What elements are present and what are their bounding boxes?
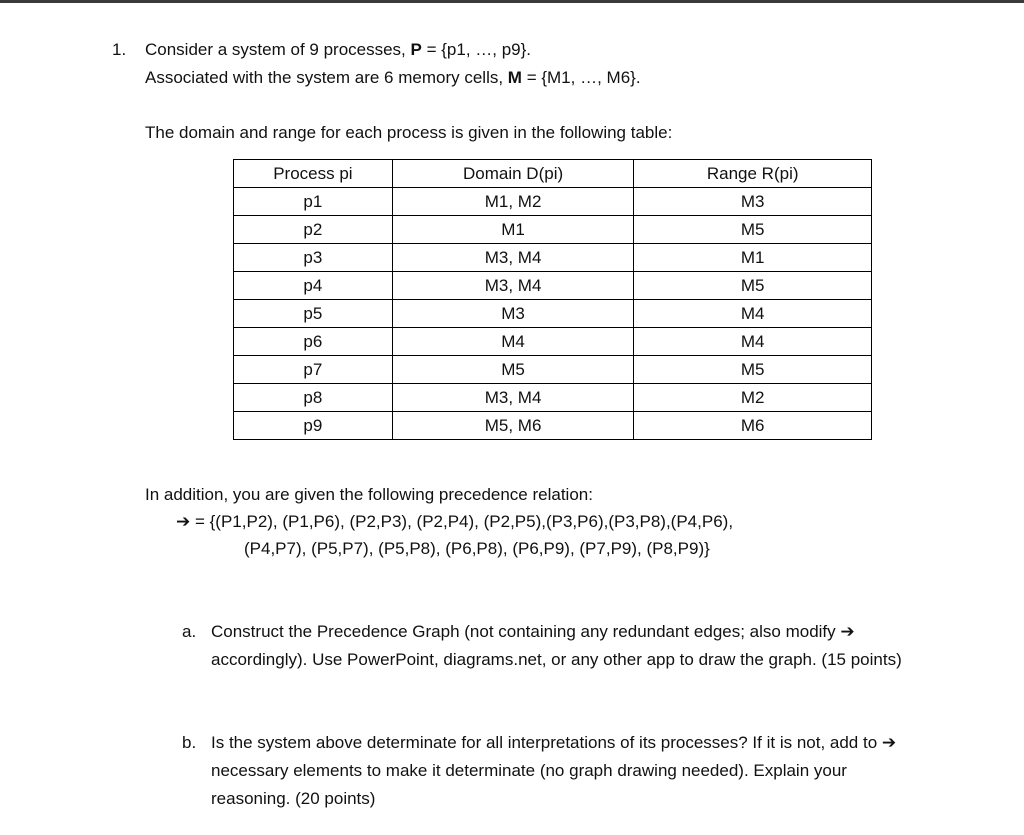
cell-range: M2 bbox=[634, 384, 872, 412]
arrow-icon: ➔ bbox=[881, 733, 897, 753]
precedence-line-2: (P4,P7), (P5,P7), (P5,P8), (P6,P8), (P6,P9), (P7,P9), (P8,P9)} bbox=[244, 539, 710, 558]
table-row bbox=[234, 244, 872, 272]
header-domain: Domain D(pi) bbox=[392, 160, 634, 188]
part-a-line-1: Construct the Precedence Graph (not containing any redundant edges; also modify ➔ bbox=[211, 622, 855, 642]
header-process: Process pi bbox=[234, 160, 393, 188]
part-a-line-2: accordingly). Use PowerPoint, diagrams.net, or any other app to draw the graph. (15 points) bbox=[211, 650, 902, 669]
cell-process: p1 bbox=[234, 188, 393, 216]
cell-domain: M3, M4 bbox=[392, 272, 634, 300]
cell-range: M6 bbox=[634, 412, 872, 440]
cell-process: p9 bbox=[234, 412, 393, 440]
table-row bbox=[234, 356, 872, 384]
part-b-line-3: reasoning. (20 points) bbox=[211, 789, 376, 808]
cell-domain: M5, M6 bbox=[392, 412, 634, 440]
table-row bbox=[234, 328, 872, 356]
precedence-intro: In addition, you are given the following precedence relation: bbox=[145, 485, 593, 504]
question-number: 1. bbox=[112, 40, 127, 59]
arrow-icon: ➔ bbox=[840, 622, 855, 642]
cell-process: p2 bbox=[234, 216, 393, 244]
header-range: Range R(pi) bbox=[634, 160, 872, 188]
part-b-line-2: necessary elements to make it determinate (no graph drawing needed). Explain your bbox=[211, 761, 847, 780]
cell-process: p7 bbox=[234, 356, 393, 384]
part-b-text bbox=[211, 729, 896, 813]
table-header-row bbox=[234, 160, 872, 188]
cell-range: M5 bbox=[634, 272, 872, 300]
precedence-line-1: ➔ = {(P1,P2), (P1,P6), (P2,P3), (P2,P4), (P2,P5),(P3,P6),(P3,P8),(P4,P6), bbox=[176, 512, 734, 532]
cell-range: M1 bbox=[634, 244, 872, 272]
table-row bbox=[234, 412, 872, 440]
part-a-text bbox=[211, 618, 902, 674]
cell-domain: M1 bbox=[392, 216, 634, 244]
cell-process: p6 bbox=[234, 328, 393, 356]
cell-range: M4 bbox=[634, 300, 872, 328]
question-line-1: Consider a system of 9 processes, P = {p1, …, p9}. bbox=[145, 40, 532, 59]
process-table bbox=[233, 159, 872, 440]
cell-process: p3 bbox=[234, 244, 393, 272]
cell-domain: M3, M4 bbox=[392, 384, 634, 412]
table-intro: The domain and range for each process is given in the following table: bbox=[145, 123, 673, 142]
arrow-icon: ➔ bbox=[176, 512, 191, 532]
cell-domain: M4 bbox=[392, 328, 634, 356]
cell-domain: M3, M4 bbox=[392, 244, 634, 272]
cell-range: M5 bbox=[634, 216, 872, 244]
top-border bbox=[0, 0, 1024, 3]
cell-domain: M1, M2 bbox=[392, 188, 634, 216]
question-line-2: Associated with the system are 6 memory cells, M = {M1, …, M6}. bbox=[145, 68, 641, 87]
cell-domain: M5 bbox=[392, 356, 634, 384]
table-row bbox=[234, 216, 872, 244]
cell-range: M4 bbox=[634, 328, 872, 356]
cell-domain: M3 bbox=[392, 300, 634, 328]
part-a-label: a. bbox=[182, 622, 197, 641]
part-b-label: b. bbox=[182, 733, 197, 752]
table-row bbox=[234, 384, 872, 412]
table-row bbox=[234, 188, 872, 216]
table-row bbox=[234, 300, 872, 328]
cell-process: p5 bbox=[234, 300, 393, 328]
cell-process: p8 bbox=[234, 384, 393, 412]
table-row bbox=[234, 272, 872, 300]
cell-range: M3 bbox=[634, 188, 872, 216]
cell-process: p4 bbox=[234, 272, 393, 300]
part-b-line-1: Is the system above determinate for all interpretations of its processes? If it is not, add to ➔ bbox=[211, 733, 897, 753]
cell-range: M5 bbox=[634, 356, 872, 384]
